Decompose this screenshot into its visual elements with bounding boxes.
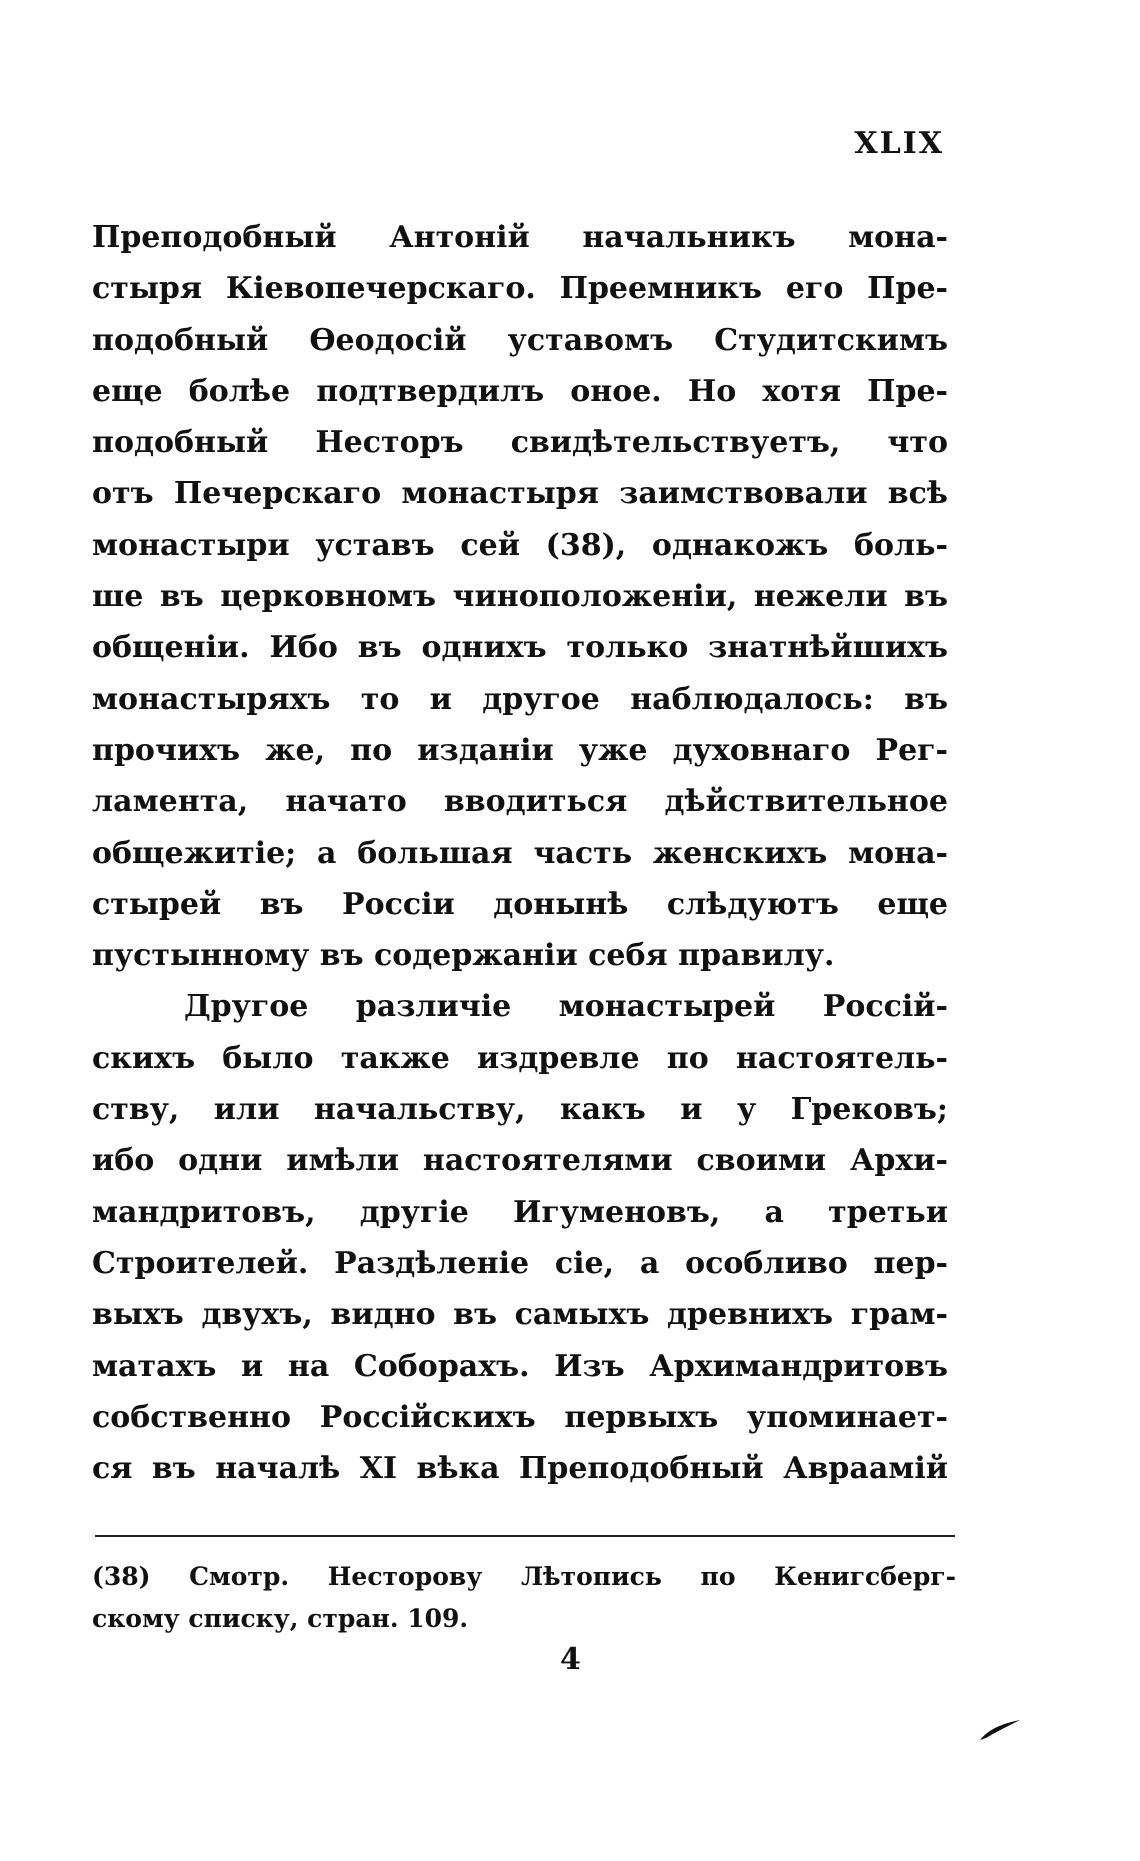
text-line: Другое различіе монастырей Россій- [184, 989, 948, 1025]
text-line: ся въ началѣ XI вѣка Преподобный Авраамій [92, 1451, 948, 1487]
text-line: Строителей. Раздѣленіе сіе, а особливо пер- [92, 1245, 948, 1281]
text-line: ству, или начальству, какъ и у Грековъ; [92, 1092, 948, 1128]
footnote-line: скому списку, стран. 109. [92, 1604, 469, 1633]
footnote-divider [95, 1535, 955, 1537]
text-line: отъ Печерскаго монастыря заимствовали всѣ [92, 476, 948, 512]
text-line: еще болѣе подтвердилъ оное. Но хотя Пре- [92, 373, 948, 409]
text-line: ламента, начато вводиться дѣйствительное [92, 784, 948, 820]
main-text [92, 212, 948, 1494]
text-line: собственно Россійскихъ первыхъ упоминает- [92, 1399, 948, 1435]
footnote [92, 1556, 956, 1640]
page-number: XLIX [854, 126, 944, 161]
text-line: стыря Кіевопечерскаго. Преемникъ его Пре- [92, 271, 948, 307]
ink-mark-icon [978, 1718, 1022, 1742]
text-line: общеніи. Ибо въ однихъ только знатнѣйшихъ [92, 630, 948, 666]
text-line: монастыри уставъ сей (38), однакожъ боль- [92, 527, 948, 563]
text-line: подобный Ѳеодосій уставомъ Студитскимъ [92, 322, 948, 358]
text-line: выхъ двухъ, видно въ самыхъ древнихъ грам- [92, 1297, 948, 1333]
text-line: общежитіе; а большая часть женскихъ мона- [92, 835, 948, 871]
text-line: ше въ церковномъ чиноположеніи, нежели въ [92, 579, 948, 615]
text-line: пустынному въ содержаніи себя правилу. [92, 938, 835, 974]
signature-mark: 4 [560, 1642, 581, 1677]
text-line: скихъ было также издревле по настоятель- [92, 1040, 948, 1076]
text-line: монастыряхъ то и другое наблюдалось: въ [92, 681, 948, 717]
text-line: прочихъ же, по изданіи уже духовнаго Рег- [92, 732, 948, 768]
text-line: мандритовъ, другіе Игуменовъ, а третьи [92, 1194, 948, 1230]
text-line: стырей въ Россіи донынѣ слѣдуютъ еще [92, 886, 948, 922]
footnote-line: (38) Смотр. Несторову Лѣтопись по Кенигсберг- [92, 1562, 956, 1591]
text-line: матахъ и на Соборахъ. Изъ Архимандритовъ [92, 1348, 948, 1384]
text-line: ибо одни имѣли настоятелями своими Архи- [92, 1143, 948, 1179]
text-line: Преподобный Антоній начальникъ мона- [92, 220, 948, 255]
text-line: подобный Несторъ свидѣтельствуетъ, что [92, 425, 948, 461]
